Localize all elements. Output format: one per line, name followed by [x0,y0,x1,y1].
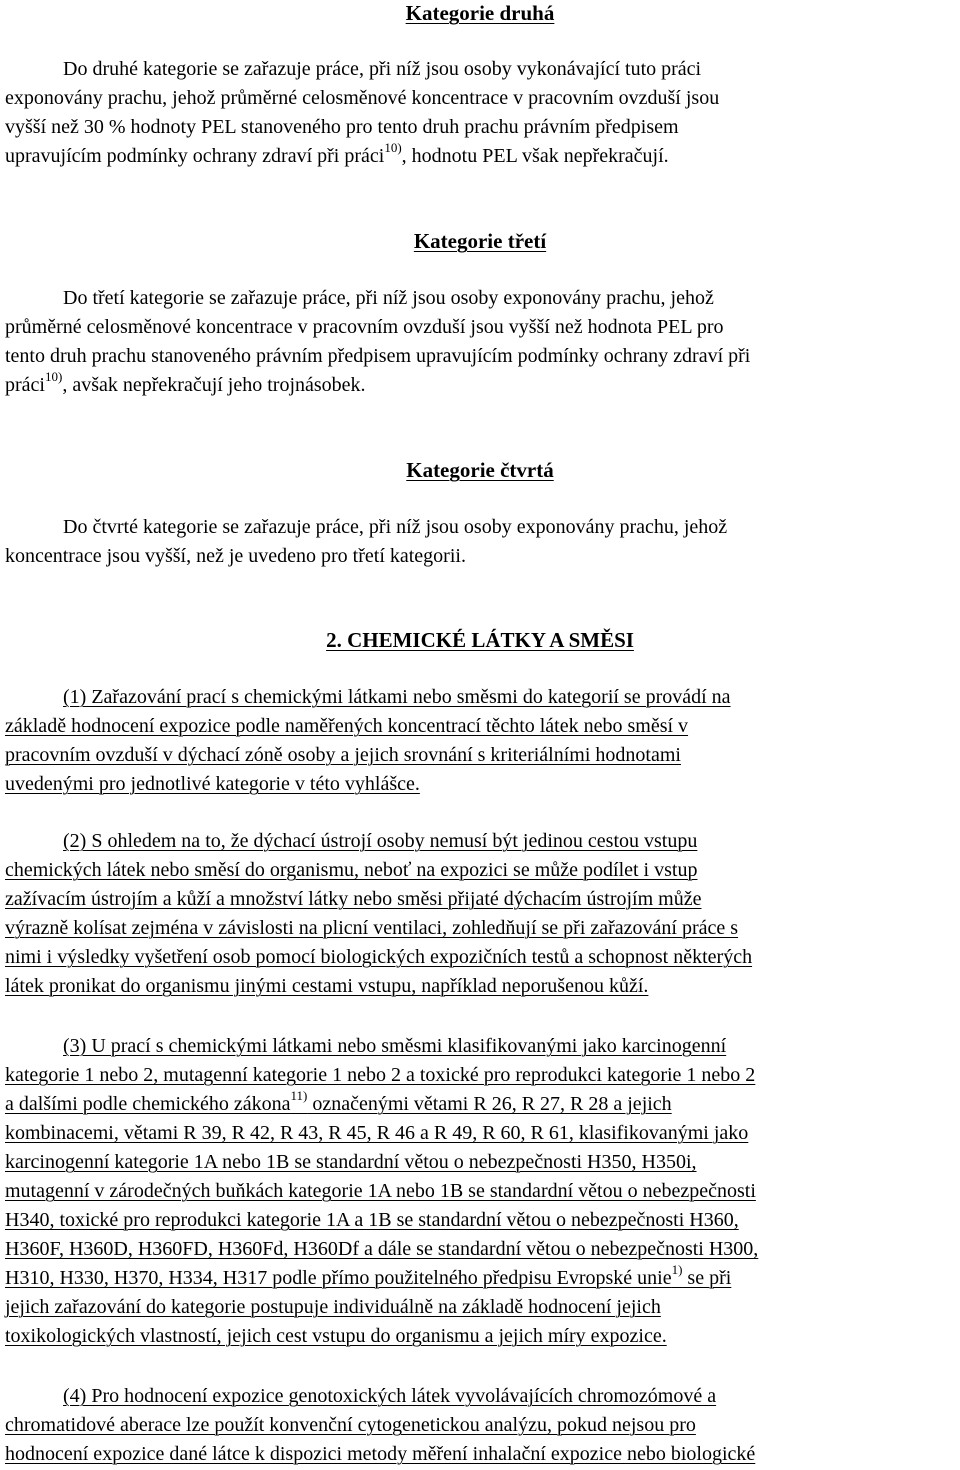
footnote-ref: 11) [290,1088,308,1104]
text-line: a dalšími podle chemického zákona$^{11)}$ označenými větami R 26, R 27, R 28 a jejich [5,1088,672,1115]
heading-kategorie-ctvrta: Kategorie čtvrtá [406,458,554,482]
heading-kategorie-treti: Kategorie třetí [413,229,547,253]
text-line: H340, toxické pro reprodukci kategorie 1A a 1B se standardní větou o nebezpečnosti H360, [5,1209,739,1231]
text-line: toxikologických vlastností, jejich cest vstupu do organismu a jejich míry expozice. [5,1325,667,1347]
text-line: koncentrace jsou vyšší, než je uvedeno pro třetí kategorii. [5,545,466,567]
text-line: exponovány prachu, jehož průměrné celosměnové koncentrace v pracovním ovzduší jsou [5,87,720,109]
paragraph-chemicke-3 [5,1032,960,1351]
text-line: látek pronikat do organismu jinými cestami vstupu, například neporušenou kůží. [5,975,649,997]
paragraph-kategorie-druha [5,55,960,171]
text-line: Do čtvrté kategorie se zařazuje práce, při níž jsou osoby exponovány prachu, jehož [63,516,728,538]
heading-kategorie-druha: Kategorie druhá [405,1,555,25]
text-line: (3) U prací s chemickými látkami nebo směsmi klasifikovanými jako karcinogenní [63,1035,727,1057]
text-line: upravujícím podmínky ochrany zdraví při práci$^{10)}$, hodnotu PEL však nepřekračují. [5,140,669,167]
footnote-ref: 10) [384,140,402,156]
text-line: (2) S ohledem na to, že dýchací ústrojí osoby nemusí být jedinou cestou vstupu [63,830,698,852]
paragraph-chemicke-4 [5,1382,960,1469]
text-line: chemických látek nebo směsí do organismu, neboť na expozici se může podílet i vstup [5,859,698,881]
text-line: práci$^{10)}$, avšak nepřekračují jeho trojnásobek. [5,369,366,396]
text-line: kategorie 1 nebo 2, mutagenní kategorie 1 nebo 2 a toxické pro reprodukci kategorie 1 nebo 2 [5,1064,756,1086]
heading-chemicke-latky: 2. CHEMICKÉ LÁTKY A SMĚSI [326,628,634,652]
text-line: H310, H330, H370, H334, H317 podle přímo použitelného předpisu Evropské unie$^{1)}$ se při [5,1262,732,1289]
text-line: kombinacemi, větami R 39, R 42, R 43, R 45, R 46 a R 49, R 60, R 61, klasifikovanými jako [5,1122,749,1144]
text-line: tento druh prachu stanoveného právním předpisem upravujícím podmínky ochrany zdraví při [5,345,751,367]
text-line: zažívacím ústrojím a kůží a množství látky nebo směsi přijaté dýchacím ústrojím může [5,888,702,910]
text-line: (4) Pro hodnocení expozice genotoxických látek vyvolávajících chromozómové a [63,1385,717,1407]
text-line: uvedenými pro jednotlivé kategorie v této vyhlášce. [5,773,420,795]
text-line: hodnocení expozice dané látce k dispozici metody měření inhalační expozice nebo biologické [5,1443,756,1465]
text-line: nimi i výsledky vyšetření osob pomocí biologických expozičních testů a schopnost některých [5,946,753,968]
paragraph-kategorie-treti [5,284,960,400]
footnote-ref: 10) [44,369,63,385]
paragraph-kategorie-ctvrta [5,513,960,571]
text-line: vyšší než 30 % hodnoty PEL stanoveného pro tento druh prachu právním předpisem [5,116,679,138]
text-line: pracovním ovzduší v dýchací zóně osoby a jejich srovnání s kriteriálními hodnotami [5,744,681,766]
text-line: mutagenní v zárodečných buňkách kategorie 1A nebo 1B se standardní větou o nebezpečnosti [5,1180,756,1202]
text-line: Do třetí kategorie se zařazuje práce, při níž jsou osoby exponovány prachu, jehož [63,287,714,309]
text-line: základě hodnocení expozice podle naměřených koncentrací těchto látek nebo směsí v [5,715,689,737]
text-line: karcinogenní kategorie 1A nebo 1B se standardní větou o nebezpečnosti H350, H350i, [5,1151,697,1173]
text-line: Do druhé kategorie se zařazuje práce, při níž jsou osoby vykonávající tuto práci [63,58,702,80]
text-line: jejich zařazování do kategorie postupuje individuálně na základě hodnocení jejich [5,1296,661,1318]
footnote-ref: 1) [671,1262,683,1278]
text-line: průměrné celosměnové koncentrace v pracovním ovzduší jsou vyšší než hodnota PEL pro [5,316,724,338]
text-line: chromatidové aberace lze použít konvenční cytogenetickou analýzu, pokud nejsou pro [5,1414,696,1436]
paragraph-chemicke-1 [5,683,960,799]
text-line: (1) Zařazování prací s chemickými látkami nebo směsmi do kategorií se provádí na [63,686,731,708]
text-line: H360F, H360D, H360FD, H360Fd, H360Df a dále se standardní větou o nebezpečnosti H300, [5,1238,759,1260]
paragraph-chemicke-2 [5,827,960,1001]
text-line: výrazně kolísat zejména v závislosti na plicní ventilaci, zohledňují se při zařazování práce s [5,917,739,939]
